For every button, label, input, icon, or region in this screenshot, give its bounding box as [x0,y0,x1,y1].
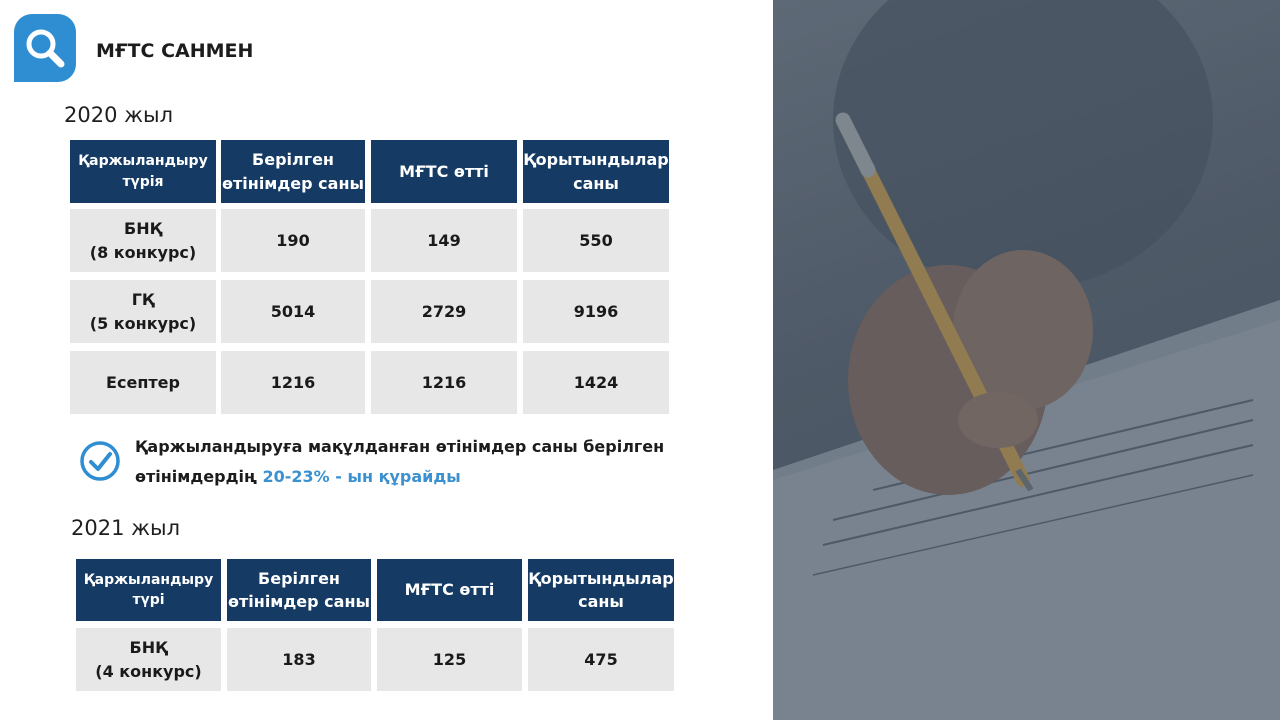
page-title: МҒТС САНМЕН [96,40,254,62]
table-2020-header-submitted: Берілген өтінімдер саны [221,140,365,203]
table-cell: 475 [528,628,674,691]
search-badge [14,14,76,82]
summary-line-1: Қаржыландыруға мақұлданған өтінімдер саны берілген [135,437,665,456]
summary-note [135,432,695,492]
table-2020-header-passed: МҒТС өтті [371,140,517,203]
table-2021-header-submitted: Берілген өтінімдер саны [227,559,371,621]
year-2021-label: 2021 жыл [71,516,181,540]
table-cell: 550 [523,209,669,272]
table-cell: 2729 [371,280,517,343]
table-2021-header-passed: МҒТС өтті [377,559,522,621]
year-2020-label: 2020 жыл [64,103,174,127]
table-cell: 1424 [523,351,669,414]
writing-photo [773,0,1280,720]
table-row: БНҚ (4 конкурс) [76,628,221,691]
search-icon [14,14,76,82]
table-2021-header-type: Қаржыландыру түрі [76,559,221,621]
table-2021-header-results: Қорытындылар саны [528,559,674,621]
summary-line-2: өтінімдердің 20-23% - ын құрайды [135,467,461,486]
table-cell: 149 [371,209,517,272]
table-cell: 5014 [221,280,365,343]
table-cell: 9196 [523,280,669,343]
table-cell: 183 [227,628,371,691]
summary-highlight: 20-23% - ын құрайды [262,467,461,486]
table-row: ГҚ (5 конкурс) [70,280,216,343]
table-row: Есептер [70,351,216,414]
table-cell: 1216 [221,351,365,414]
writing-hand-illustration [773,0,1280,720]
check-circle-icon [79,440,121,482]
table-cell: 125 [377,628,522,691]
table-row: БНҚ (8 конкурс) [70,209,216,272]
table-cell: 190 [221,209,365,272]
table-2020-header-type: Қаржыландыру түрія [70,140,216,203]
table-cell: 1216 [371,351,517,414]
table-2020-header-results: Қорытындылар саны [523,140,669,203]
